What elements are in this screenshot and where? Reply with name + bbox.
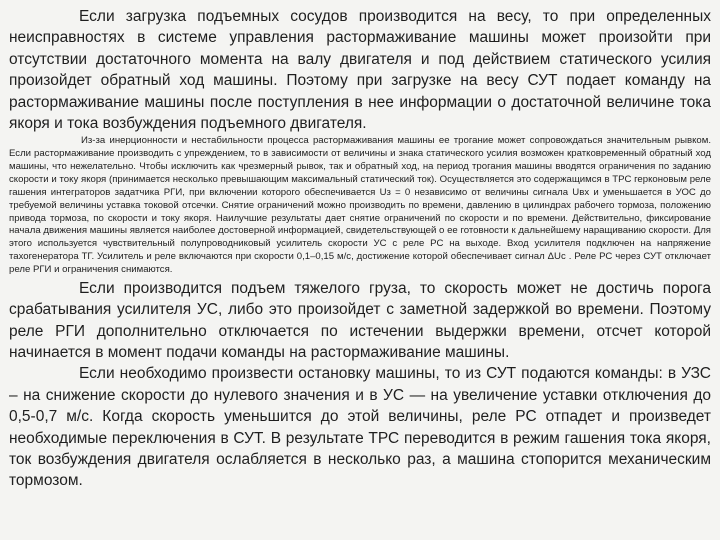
paragraph-inertia-limits: Из-за инерционности и нестабильности процесса растормаживания машины ее трогание может сопровождаться значительным рывком. Если растормаживание производить с упреждением, то в зависимости от величины и знака статического усилия возможен кратковременный обратный ход машины, что нежелательно. Чтобы исключить как чрезмерный рывок, так и обратный ход, на период трогания машины вводятся ограничения по заданию скорости и току якоря (принимается несколько превышающим максимальный статический ток). Осуществляется это содержащимся в ТРС герконовым реле гашения интеграторов задатчика РГИ, при включении которого обеспечивается Uз = 0 независимо от величины сигнала Uвх и уменьшается в УОС до требуемой величины уставка токовой отсечки. Снятие ограничений можно производить по времени, давлению в цилиндрах рабочего тормоза, положению привода тормоза, по скорости и току якоря. Наилучшие результаты дает снятие ограничений по скорости и по времени. Действительно, фиксирование начала движения машины является наиболее достоверной информацией, свидетельствующей о ее готовности к дальнейшему наращиванию скорости. Для этого используется чувствительный полупроводниковый усилитель скорости УС с реле РС на выходе. Вход усилителя подключен на напряжение тахогенератора ТГ. Усилитель и реле включаются при скорости 0,1–0,15 м/с, достижение которой обеспечивает сигнал ΔUс . Реле РС через СУТ отключает реле РГИ и ограничения снимаются. — [9, 135, 711, 275]
paragraph-heavy-load: Если производится подъем тяжелого груза, то скорость может не достичь порога срабатывания усилителя УС, либо это произойдет с заметной задержкой во времени. Поэтому реле РГИ дополнительно отключается по истечении выдержки времени, отсчет которой начинается в момент подачи команды на растормаживание машины. — [9, 279, 711, 361]
paragraph-loading-on-weight: Если загрузка подъемных сосудов производится на весу, то при определенных неисправностях в системе управления растормаживание машины может произойти при отсутствии достаточного момента на валу двигателя и под действием статического усилия произойдет обратный ход машины. Поэтому при загрузке на весу СУТ подает команду на растормаживание машины после поступления в нее информации о достаточной величине тока якоря и тока возбуждения подъемного двигателя. — [9, 8, 711, 133]
paragraph-stopping: Если необходимо произвести остановку машины, то из СУТ подаются команды: в УЗС – на снижение скорости до нулевого значения и в УС — на увеличение уставки отключения до 0,5-0,7 м/с. Когда скорость уменьшится до этой величины, реле РС отпадет и произведет необходимые переключения в СУТ. В результате ТРС переводится в режим гашения тока якоря, ток возбуждения двигателя ослабляется в несколько раз, а машина стопорится механическим тормозом. — [9, 365, 711, 490]
